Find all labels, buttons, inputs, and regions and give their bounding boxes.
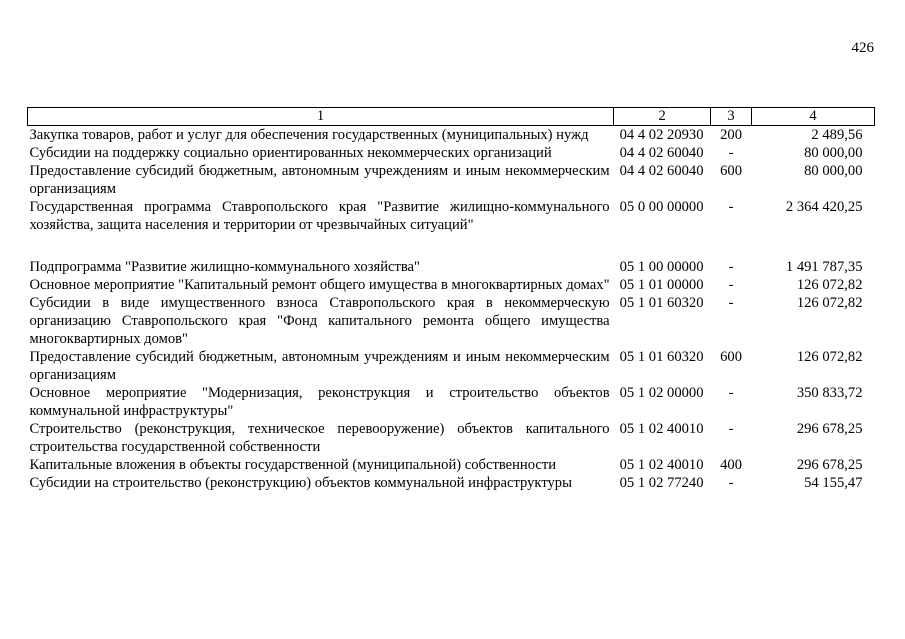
amount: 2 489,56 — [811, 127, 863, 143]
column-header-2: 2 — [614, 108, 711, 126]
budget-table — [27, 107, 875, 492]
amount: 350 833,72 — [796, 385, 863, 401]
table-row — [28, 198, 875, 234]
item-name: Государственная программа Ставропольского края "Развитие жилищно-коммунального хозяйства, защита населения и территории от чрезвычайных ситуаций" — [29, 199, 610, 233]
expense-type: 200 — [720, 127, 743, 143]
target-code: 05 1 02 40010 — [619, 457, 704, 473]
table-row — [28, 276, 875, 294]
amount: 80 000,00 — [804, 145, 863, 161]
target-code: 04 4 02 60040 — [619, 145, 704, 161]
table-row — [28, 162, 875, 198]
table-row — [28, 474, 875, 492]
table-row — [28, 348, 875, 384]
expense-type: 600 — [720, 163, 743, 179]
table-row — [28, 294, 875, 348]
item-name: Закупка товаров, работ и услуг для обеспечения государственных (муниципальных) нужд — [29, 127, 589, 143]
expense-type: 600 — [720, 349, 743, 365]
row-spacer — [28, 234, 875, 258]
amount: 126 072,82 — [796, 295, 863, 311]
amount: 126 072,82 — [796, 277, 863, 293]
item-name: Субсидии в виде имущественного взноса Ставропольского края в некоммерческую организацию Ставропольского края "Фонд капитального ремонта общего имущества многоквартирных домов" — [29, 295, 610, 347]
amount: 54 155,47 — [804, 475, 863, 491]
target-code: 05 1 02 77240 — [619, 475, 704, 491]
table-row — [28, 420, 875, 456]
item-name: Капитальные вложения в объекты государственной (муниципальной) собственности — [29, 457, 557, 473]
table-row — [28, 126, 875, 145]
table-row — [28, 144, 875, 162]
expense-type: - — [728, 475, 734, 491]
item-name: Субсидии на поддержку социально ориентированных некоммерческих организаций — [29, 145, 552, 161]
spacer-cell — [28, 234, 875, 258]
target-code: 05 1 00 00000 — [619, 259, 704, 275]
column-header-4: 4 — [752, 108, 875, 126]
target-code: 04 4 02 60040 — [619, 163, 704, 179]
item-name: Подпрограмма "Развитие жилищно-коммунального хозяйства" — [29, 259, 420, 275]
page-number: 426 — [851, 40, 874, 56]
expense-type: - — [728, 277, 734, 293]
amount: 296 678,25 — [796, 457, 863, 473]
target-code: 05 1 02 40010 — [619, 421, 704, 437]
amount: 126 072,82 — [796, 349, 863, 365]
expense-type: - — [728, 295, 734, 311]
amount: 296 678,25 — [796, 421, 863, 437]
item-name: Предоставление субсидий бюджетным, автономным учреждениям и иным некоммерческим организациям — [29, 163, 610, 197]
target-code: 05 1 02 00000 — [619, 385, 704, 401]
expense-type: - — [728, 421, 734, 437]
target-code: 05 0 00 00000 — [619, 199, 704, 215]
target-code: 04 4 02 20930 — [619, 127, 704, 143]
item-name: Основное мероприятие "Модернизация, реконструкция и строительство объектов коммунальной инфраструктуры" — [29, 385, 610, 419]
column-header-1: 1 — [28, 108, 614, 126]
amount: 2 364 420,25 — [785, 199, 863, 215]
amount: 80 000,00 — [804, 163, 863, 179]
expense-type: - — [728, 259, 734, 275]
expense-type: - — [728, 145, 734, 161]
item-name: Строительство (реконструкция, техническое перевооружение) объектов капитального строительства государственной собственности — [29, 421, 610, 455]
table-row — [28, 456, 875, 474]
amount: 1 491 787,35 — [785, 259, 863, 275]
column-header-3: 3 — [711, 108, 752, 126]
expense-type: - — [728, 385, 734, 401]
table-header-row — [28, 108, 875, 126]
expense-type: - — [728, 199, 734, 215]
table-row — [28, 384, 875, 420]
item-name: Субсидии на строительство (реконструкцию) объектов коммунальной инфраструктуры — [29, 475, 572, 491]
target-code: 05 1 01 00000 — [619, 277, 704, 293]
target-code: 05 1 01 60320 — [619, 349, 704, 365]
item-name: Основное мероприятие "Капитальный ремонт общего имущества в многоквартирных домах" — [29, 277, 610, 293]
expense-type: 400 — [720, 457, 743, 473]
item-name: Предоставление субсидий бюджетным, автономным учреждениям и иным некоммерческим организациям — [29, 349, 610, 383]
target-code: 05 1 01 60320 — [619, 295, 704, 311]
table-row — [28, 258, 875, 276]
